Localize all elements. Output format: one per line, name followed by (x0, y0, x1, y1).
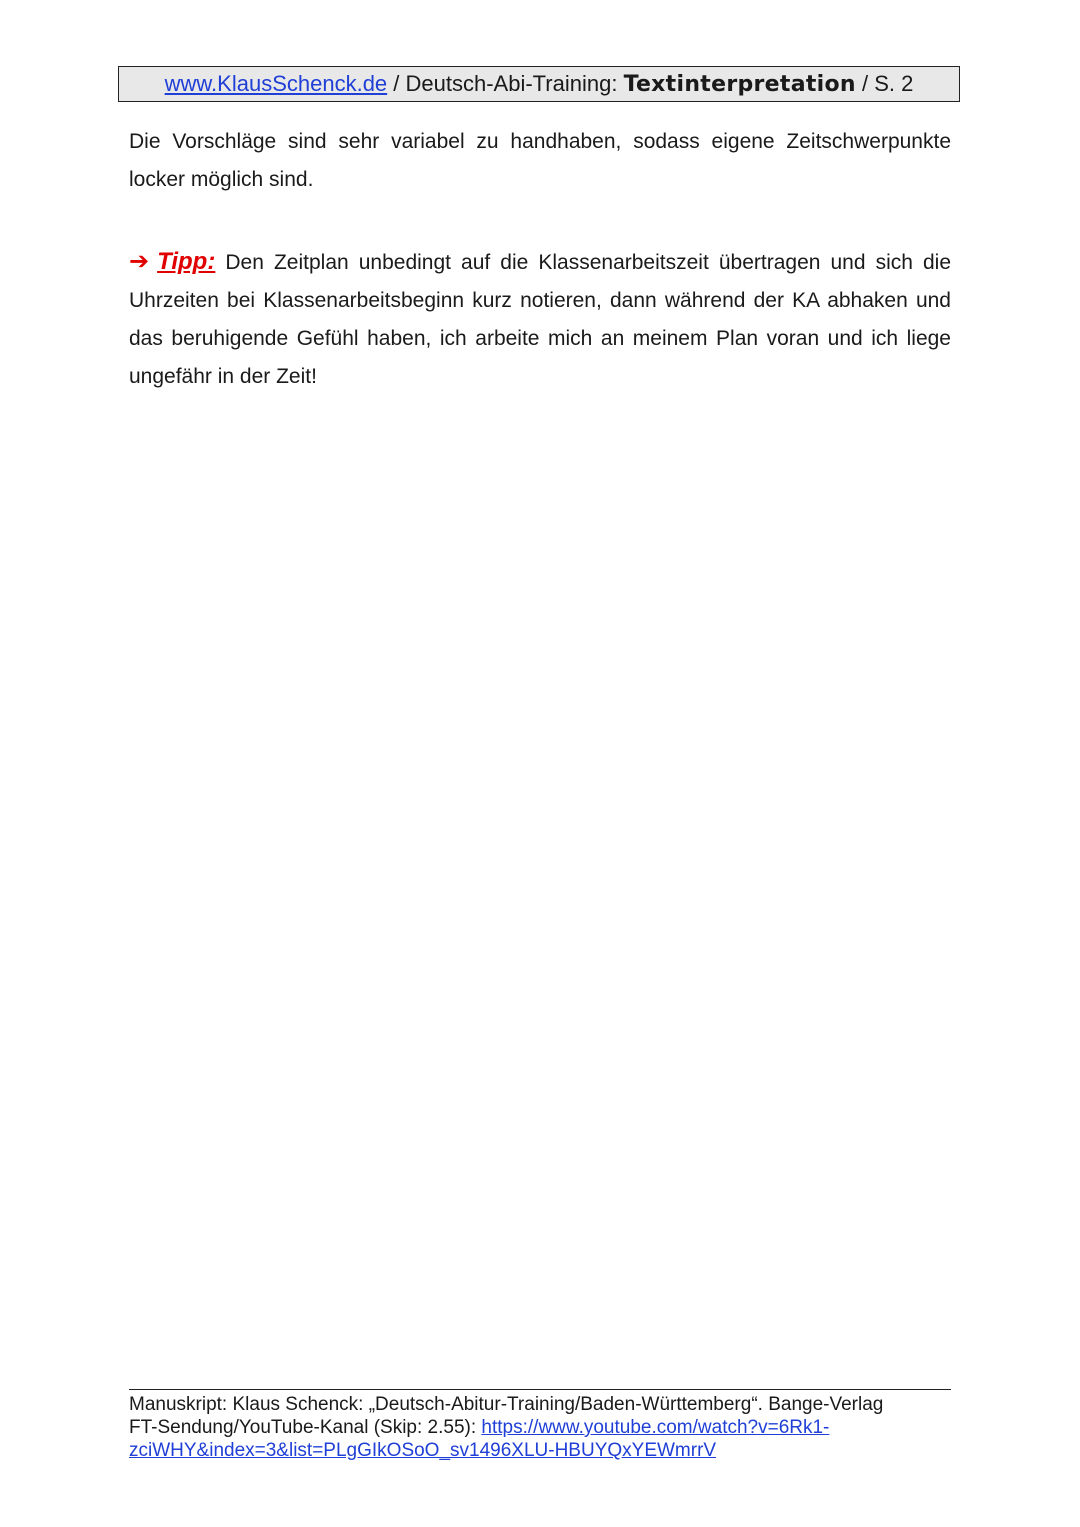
header-topic: Textinterpretation (623, 71, 856, 97)
intro-paragraph: Die Vorschläge sind sehr variabel zu handhaben, sodass eigene Zeitschwerpunkte locker möglich sind. (129, 130, 951, 191)
footer-youtube-prefix: FT-Sendung/YouTube-Kanal (Skip: 2.55): (129, 1417, 482, 1438)
page-footer (129, 1393, 959, 1462)
youtube-link-part-2[interactable]: zciWHY&index=3&list=PLgGIkOSoO_sv1496XLU-HBUYQxYEWmrrV (129, 1440, 717, 1461)
tip-paragraph (129, 243, 951, 396)
footer-youtube-line-2 (129, 1439, 959, 1462)
arrow-right-icon: ➔ (129, 248, 150, 275)
youtube-link-part-1[interactable]: https://www.youtube.com/watch?v=6Rk1- (481, 1417, 830, 1438)
footer-manuscript-line: Manuskript: Klaus Schenck: „Deutsch-Abitur-Training/Baden-Württemberg“. Bange-Verlag (129, 1394, 884, 1415)
site-link[interactable]: www.KlausSchenck.de (164, 71, 388, 96)
tip-marker (129, 248, 215, 275)
header-separator: / Deutsch-Abi-Training: (387, 71, 624, 96)
footer-divider (129, 1389, 951, 1390)
footer-youtube-line (129, 1416, 959, 1439)
tip-text: Den Zeitplan unbedingt auf die Klassenarbeitszeit übertragen und sich die Uhrzeiten bei Klassenarbeitsbeginn kurz notieren, dann während der KA abhaken und das beruhigende Gefühl haben, ich arbeite mich an meinem Plan voran und ich liege ungefähr in der Zeit! (129, 251, 951, 388)
header-page-label: / S. 2 (855, 71, 914, 96)
page-header (118, 66, 960, 102)
tip-label: Tipp: (157, 248, 216, 275)
